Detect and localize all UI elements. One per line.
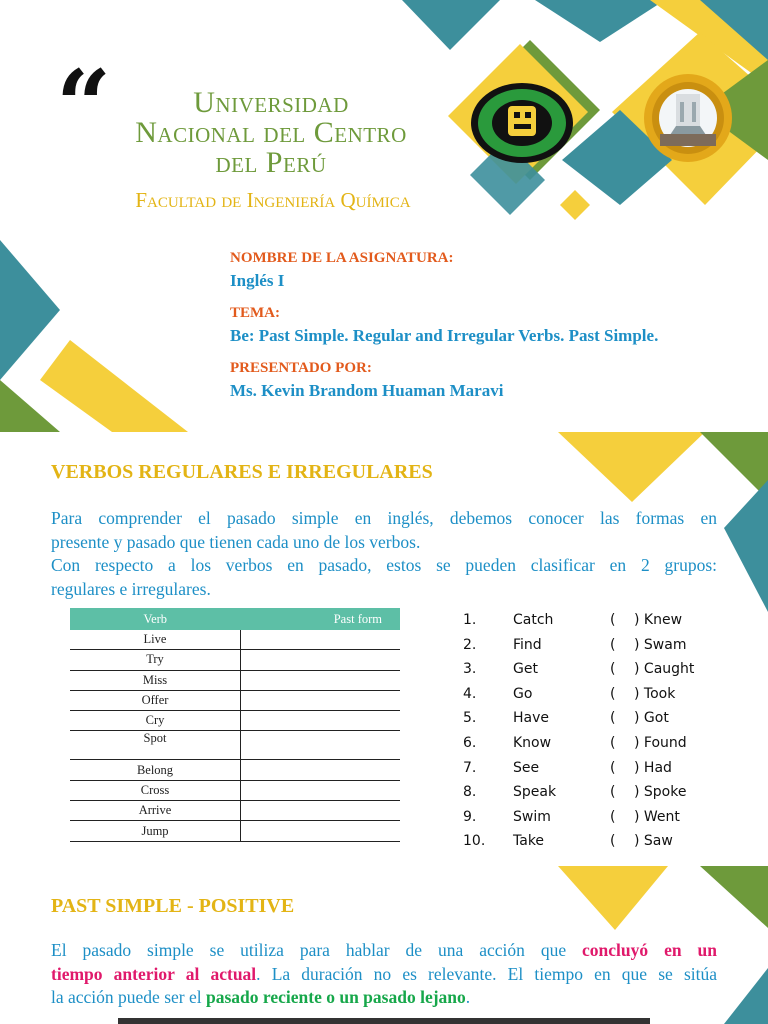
intro-line-4: regulares e irregulares. xyxy=(51,578,211,599)
table-row xyxy=(70,821,400,841)
item-verb: Have xyxy=(513,710,550,727)
table-row xyxy=(70,690,400,710)
past-form-cell[interactable] xyxy=(241,670,401,690)
column-header-past-form: Past form xyxy=(241,608,401,630)
university-line-3: del Perú xyxy=(215,146,327,179)
past-form-cell[interactable] xyxy=(241,731,401,760)
item-past-option: ) Saw xyxy=(634,833,673,850)
verb-cell: Belong xyxy=(70,760,241,780)
item-past-option: ) Took xyxy=(634,685,676,702)
answer-blank[interactable]: ( xyxy=(610,636,616,653)
item-number: 10. xyxy=(463,833,486,850)
item-verb: Get xyxy=(513,661,538,678)
past-form-cell[interactable] xyxy=(241,711,401,731)
table-row xyxy=(70,801,400,821)
section-title-verbs: VERBOS REGULARES E IRREGULARES xyxy=(51,461,433,483)
answer-blank[interactable]: ( xyxy=(610,808,616,825)
past-form-cell[interactable] xyxy=(241,801,401,821)
author-label: PRESENTADO POR: xyxy=(230,360,372,376)
university-seal-logo xyxy=(470,82,574,164)
verb-cell: Cry xyxy=(70,711,241,731)
item-verb: See xyxy=(513,759,540,776)
table-row xyxy=(70,670,400,690)
text-run: la acción puede ser el xyxy=(51,987,206,1007)
university-line-2: Nacional del Centro xyxy=(135,116,407,149)
item-number: 4. xyxy=(463,685,477,702)
item-verb: Swim xyxy=(513,808,551,825)
item-number: 1. xyxy=(463,612,477,628)
faculty-name: Facultad de Ingeniería Química xyxy=(135,188,411,212)
table-row xyxy=(70,630,400,650)
past-form-cell[interactable] xyxy=(241,821,401,841)
item-number: 5. xyxy=(463,710,477,727)
answer-blank[interactable]: ( xyxy=(610,661,616,678)
past-simple-paragraph xyxy=(51,939,717,1010)
item-number: 8. xyxy=(463,784,477,801)
paragraph-line-1 xyxy=(51,939,717,963)
column-header-verb: Verb xyxy=(70,608,241,630)
intro-line-1: Para comprender el pasado simple en inglés, debemos conocer las formas en xyxy=(51,508,717,528)
past-form-cell[interactable] xyxy=(241,690,401,710)
item-past-option: ) Got xyxy=(634,710,669,727)
past-form-cell[interactable] xyxy=(241,650,401,670)
intro-line-2: presente y pasado que tienen cada uno de los verbos. xyxy=(51,531,421,552)
item-verb: Take xyxy=(513,833,545,850)
item-past-option: ) Swam xyxy=(634,636,687,653)
verb-cell: Live xyxy=(70,630,241,650)
table-top-border xyxy=(118,1018,650,1024)
item-number: 9. xyxy=(463,808,477,825)
item-past-option: ) Caught xyxy=(634,661,695,678)
answer-blank[interactable]: ( xyxy=(610,710,616,727)
verb-cell: Jump xyxy=(70,821,241,841)
faculty-gear-logo xyxy=(640,72,736,164)
item-verb: Catch xyxy=(513,612,554,628)
section-title-past-simple: PAST SIMPLE - POSITIVE xyxy=(51,895,295,917)
intro-line-3: Con respecto a los verbos en pasado, estos se pueden clasificar en 2 grupos: xyxy=(51,555,717,575)
item-past-option: ) Knew xyxy=(634,612,683,628)
quote-mark-icon: “ xyxy=(56,49,112,162)
item-number: 6. xyxy=(463,734,477,751)
item-past-option: ) Had xyxy=(634,759,672,776)
table-row xyxy=(70,780,400,800)
item-verb: Find xyxy=(513,636,542,653)
text-run: . La duración no es relevante. El tiempo en que se sitúa xyxy=(256,963,717,984)
university-line-1: Universidad xyxy=(193,86,349,119)
verb-cell: Arrive xyxy=(70,801,241,821)
answer-blank[interactable]: ( xyxy=(610,734,616,751)
verb-table xyxy=(70,608,400,842)
answer-blank[interactable]: ( xyxy=(610,685,616,702)
item-verb: Speak xyxy=(513,784,557,801)
item-verb: Know xyxy=(513,734,552,751)
item-number: 2. xyxy=(463,636,477,653)
past-form-cell[interactable] xyxy=(241,630,401,650)
author-value: Ms. Kevin Brandom Huaman Maravi xyxy=(230,381,504,400)
verb-cell: Try xyxy=(70,650,241,670)
verb-cell: Offer xyxy=(70,690,241,710)
item-past-option: ) Found xyxy=(634,734,687,751)
paragraph-line-3 xyxy=(51,986,717,1010)
table-row xyxy=(70,731,400,760)
highlight-green: pasado reciente o un pasado lejano xyxy=(206,987,466,1007)
table-row xyxy=(70,760,400,780)
verb-table-header xyxy=(70,608,400,630)
intro-paragraph xyxy=(51,507,717,601)
highlight-pink: concluyó en un xyxy=(582,940,717,960)
topic-value: Be: Past Simple. Regular and Irregular Verbs. Past Simple. xyxy=(230,326,659,345)
item-verb: Go xyxy=(513,685,533,702)
verb-cell: Spot xyxy=(70,731,241,760)
past-form-cell[interactable] xyxy=(241,780,401,800)
item-number: 3. xyxy=(463,661,477,678)
item-past-option: ) Spoke xyxy=(634,784,687,801)
verb-cell: Cross xyxy=(70,780,241,800)
answer-blank[interactable]: ( xyxy=(610,612,616,628)
text-run: El pasado simple se utiliza para hablar de una acción que xyxy=(51,940,583,960)
verb-cell: Miss xyxy=(70,670,241,690)
subject-value: Inglés I xyxy=(230,271,285,290)
topic-label: TEMA: xyxy=(230,305,280,321)
item-number: 7. xyxy=(463,759,477,776)
past-form-cell[interactable] xyxy=(241,760,401,780)
highlight-pink: tiempo anterior al actual xyxy=(51,963,257,984)
table-row xyxy=(70,711,400,731)
item-past-option: ) Went xyxy=(634,808,680,825)
text-run: . xyxy=(465,987,471,1007)
subject-label: NOMBRE DE LA ASIGNATURA: xyxy=(230,250,454,266)
answer-blank[interactable]: ( xyxy=(610,759,616,776)
answer-blank[interactable]: ( xyxy=(610,833,616,850)
table-row xyxy=(70,650,400,670)
paragraph-line-2 xyxy=(51,963,717,987)
university-name xyxy=(98,88,444,178)
answer-blank[interactable]: ( xyxy=(610,784,616,801)
